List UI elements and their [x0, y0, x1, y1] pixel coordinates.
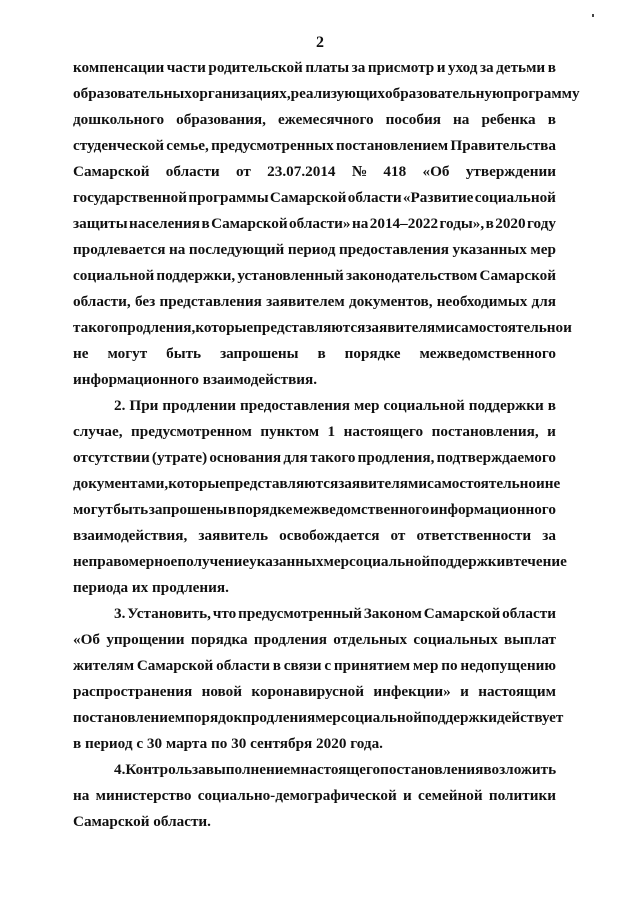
- word: распространения: [73, 683, 193, 700]
- word: не: [544, 475, 561, 492]
- word: продления,: [357, 449, 435, 466]
- word: заявитель: [198, 527, 269, 544]
- word: (утрате): [151, 449, 208, 466]
- word: действует: [496, 709, 564, 726]
- word: и: [535, 475, 545, 492]
- word: необходимых: [436, 293, 528, 310]
- word: области: [347, 189, 402, 206]
- text-line: [73, 656, 556, 676]
- word: течение: [513, 553, 567, 570]
- word: мер: [412, 657, 439, 674]
- word: получение: [177, 553, 250, 570]
- word: информационного: [429, 501, 556, 518]
- word: министерство: [95, 787, 192, 804]
- word: поддержки,: [156, 267, 236, 284]
- word: предусмотренный: [238, 605, 362, 622]
- word: защиты: [73, 215, 128, 232]
- word: ответственности: [416, 527, 532, 544]
- word: запрошены: [220, 345, 299, 362]
- word: 2014–2022: [369, 215, 439, 232]
- word: самостоятельно: [454, 319, 564, 336]
- word: году: [527, 215, 556, 232]
- word: области: [165, 163, 220, 180]
- word: отсутствии: [73, 449, 150, 466]
- word: области»: [289, 215, 351, 232]
- word: могут: [73, 501, 113, 518]
- word: мер: [530, 241, 556, 258]
- word: законодательством: [345, 267, 478, 284]
- word: дошкольного: [73, 111, 165, 128]
- text-line: [114, 760, 556, 780]
- word: принятием: [333, 657, 411, 674]
- word: порядке: [236, 501, 293, 518]
- word: семейной: [417, 787, 483, 804]
- word: возложить: [483, 761, 557, 778]
- text-line: [73, 630, 556, 650]
- word: социальной: [73, 267, 155, 284]
- text-line: [114, 396, 556, 416]
- word: и: [402, 787, 412, 804]
- word: и: [563, 319, 572, 336]
- word: за: [351, 59, 366, 76]
- word: продления: [253, 631, 327, 648]
- word: пунктом: [260, 423, 320, 440]
- text-line: [73, 84, 580, 104]
- word: в: [201, 215, 210, 232]
- word: новой: [201, 683, 242, 700]
- word: в: [547, 111, 556, 128]
- text-line: [73, 266, 556, 286]
- word: продления,: [118, 319, 196, 336]
- word: семье,: [166, 137, 209, 154]
- word: от: [390, 527, 406, 544]
- word: инфекции»: [373, 683, 451, 700]
- word: на: [351, 215, 369, 232]
- word: указанных: [452, 241, 527, 258]
- word: заявителем: [266, 293, 345, 310]
- text-line: [73, 682, 556, 702]
- word: Самарской: [479, 267, 556, 284]
- word: утверждении: [465, 163, 556, 180]
- word: заявителями: [338, 475, 428, 492]
- word: последующий: [188, 241, 285, 258]
- word: программы: [188, 189, 269, 206]
- word: области,: [73, 293, 131, 310]
- word: 2020: [495, 215, 526, 232]
- text-line: [73, 214, 556, 234]
- word: межведомственного: [292, 501, 430, 518]
- word: представляются: [253, 319, 366, 336]
- word: и: [436, 59, 446, 76]
- word: области: [216, 657, 270, 674]
- word: которые: [195, 319, 254, 336]
- word: порядка: [190, 631, 248, 648]
- word: в: [485, 215, 494, 232]
- word: и: [460, 683, 469, 700]
- word: социальной: [474, 189, 556, 206]
- word: Контроль: [125, 761, 193, 778]
- word: 4.: [114, 761, 126, 778]
- word: порядке: [344, 345, 401, 362]
- word: программу: [503, 85, 580, 102]
- page-number: 2: [316, 34, 324, 51]
- word: на: [453, 111, 470, 128]
- text-line: [73, 708, 564, 728]
- scan-speck: [592, 14, 594, 17]
- word: документов,: [349, 293, 433, 310]
- word: присмотр: [367, 59, 435, 76]
- word: социальной: [349, 553, 431, 570]
- word: заявителями: [365, 319, 455, 336]
- word: образовательную: [385, 85, 504, 102]
- word: быть: [166, 345, 202, 362]
- text-line: информационного взаимодействия.: [73, 371, 318, 388]
- word: упрощении: [106, 631, 185, 648]
- text-line: Самарской области.: [73, 813, 211, 830]
- word: продлевается: [73, 241, 166, 258]
- text-line: [73, 786, 556, 806]
- word: такого: [309, 449, 356, 466]
- word: настоящим: [478, 683, 556, 700]
- word: настоящего: [300, 761, 381, 778]
- word: установленный: [237, 267, 344, 284]
- word: населения: [129, 215, 201, 232]
- word: предусмотренных: [211, 137, 334, 154]
- word: коронавирусной: [251, 683, 365, 700]
- word: жителям: [73, 657, 135, 674]
- word: случае,: [73, 423, 123, 440]
- word: продления: [242, 709, 316, 726]
- text-line: [73, 136, 556, 156]
- word: настоящего: [343, 423, 424, 440]
- word: постановления: [380, 761, 484, 778]
- word: 1: [327, 423, 336, 440]
- word: взаимодействия,: [73, 527, 188, 544]
- word: мер: [315, 709, 341, 726]
- text-line: в период с 30 марта по 30 сентября 2020 года.: [73, 735, 383, 752]
- word: «Об: [422, 163, 450, 180]
- word: выплат: [504, 631, 556, 648]
- word: государственной: [73, 189, 188, 206]
- word: При: [129, 397, 159, 414]
- text-line: [114, 604, 556, 624]
- word: 3.: [114, 605, 126, 622]
- word: от: [236, 163, 251, 180]
- word: предоставления: [338, 241, 449, 258]
- word: порядок: [185, 709, 243, 726]
- word: в: [227, 501, 236, 518]
- word: продлении: [162, 397, 236, 414]
- word: Самарской: [269, 189, 347, 206]
- word: указанных: [249, 553, 324, 570]
- word: Самарской: [423, 605, 501, 622]
- word: связи: [283, 657, 322, 674]
- word: 418: [383, 163, 407, 180]
- text-line: [73, 552, 567, 572]
- word: предоставления: [239, 397, 350, 414]
- word: Установить,: [127, 605, 211, 622]
- text-line: [73, 188, 556, 208]
- word: образования,: [176, 111, 266, 128]
- word: социальной: [340, 709, 422, 726]
- word: 23.07.2014: [267, 163, 336, 180]
- text-line: [73, 292, 556, 312]
- word: реализующих: [290, 85, 386, 102]
- text-line: периода их продления.: [73, 579, 229, 596]
- text-line: [73, 526, 556, 546]
- word: запрошены: [148, 501, 228, 518]
- word: в: [547, 59, 556, 76]
- word: Законом: [363, 605, 422, 622]
- word: Правительства: [450, 137, 556, 154]
- word: в: [505, 553, 514, 570]
- text-line: [73, 58, 556, 78]
- word: выполнением: [205, 761, 301, 778]
- word: поддержки: [421, 709, 497, 726]
- word: ежемесячного: [278, 111, 374, 128]
- word: недопущению: [460, 657, 556, 674]
- word: отдельных: [333, 631, 408, 648]
- word: части: [166, 59, 206, 76]
- word: постановления,: [431, 423, 539, 440]
- word: студенческой: [73, 137, 164, 154]
- word: для: [283, 449, 308, 466]
- word: мер: [323, 553, 350, 570]
- word: уход: [447, 59, 478, 76]
- word: №: [351, 163, 368, 180]
- word: основания: [209, 449, 282, 466]
- word: Самарской: [136, 657, 214, 674]
- text-line: [73, 240, 556, 260]
- word: быть: [113, 501, 149, 518]
- word: и: [547, 423, 556, 440]
- word: по: [441, 657, 458, 674]
- word: социально-демографической: [197, 787, 397, 804]
- text-line: [73, 162, 556, 182]
- text-line: [73, 474, 561, 494]
- text-line: [73, 318, 572, 338]
- word: компенсации: [73, 59, 165, 76]
- word: Самарской: [211, 215, 288, 232]
- word: ребенка: [481, 111, 536, 128]
- word: на: [169, 241, 186, 258]
- word: детьми: [496, 59, 546, 76]
- word: организациях,: [191, 85, 291, 102]
- word: политики: [488, 787, 556, 804]
- word: «Об: [73, 631, 101, 648]
- word: период: [287, 241, 336, 258]
- word: за: [542, 527, 556, 544]
- word: социальных: [413, 631, 498, 648]
- word: самостоятельно: [427, 475, 536, 492]
- word: освобождается: [279, 527, 380, 544]
- text-line: [73, 448, 556, 468]
- word: поддержки: [468, 397, 544, 414]
- text-line: [73, 422, 556, 442]
- text-line: [73, 344, 556, 364]
- word: мер: [353, 397, 380, 414]
- word: поддержки: [430, 553, 506, 570]
- text-line: [73, 110, 556, 130]
- word: предусмотренном: [131, 423, 252, 440]
- word: могут: [107, 345, 148, 362]
- word: межведомственного: [419, 345, 556, 362]
- word: в: [272, 657, 281, 674]
- word: без: [134, 293, 156, 310]
- word: в: [547, 397, 556, 414]
- word: документами,: [73, 475, 169, 492]
- word: за: [192, 761, 206, 778]
- word: на: [73, 787, 90, 804]
- word: подтверждаемого: [436, 449, 556, 466]
- word: такого: [73, 319, 119, 336]
- word: которые: [168, 475, 227, 492]
- word: за: [479, 59, 494, 76]
- word: постановлением: [335, 137, 449, 154]
- word: годы»,: [439, 215, 485, 232]
- word: представляются: [226, 475, 339, 492]
- word: 2.: [114, 397, 126, 414]
- word: «Развитие: [402, 189, 474, 206]
- word: постановлением: [73, 709, 186, 726]
- word: что: [212, 605, 237, 622]
- word: Самарской: [73, 163, 150, 180]
- word: с: [324, 657, 332, 674]
- word: в: [317, 345, 326, 362]
- word: неправомерное: [73, 553, 178, 570]
- word: платы: [305, 59, 350, 76]
- word: представления: [159, 293, 262, 310]
- word: области: [502, 605, 556, 622]
- word: образовательных: [73, 85, 192, 102]
- word: для: [531, 293, 556, 310]
- word: не: [73, 345, 89, 362]
- word: родительской: [208, 59, 303, 76]
- text-line: [73, 500, 556, 520]
- word: пособия: [385, 111, 441, 128]
- word: социальной: [383, 397, 465, 414]
